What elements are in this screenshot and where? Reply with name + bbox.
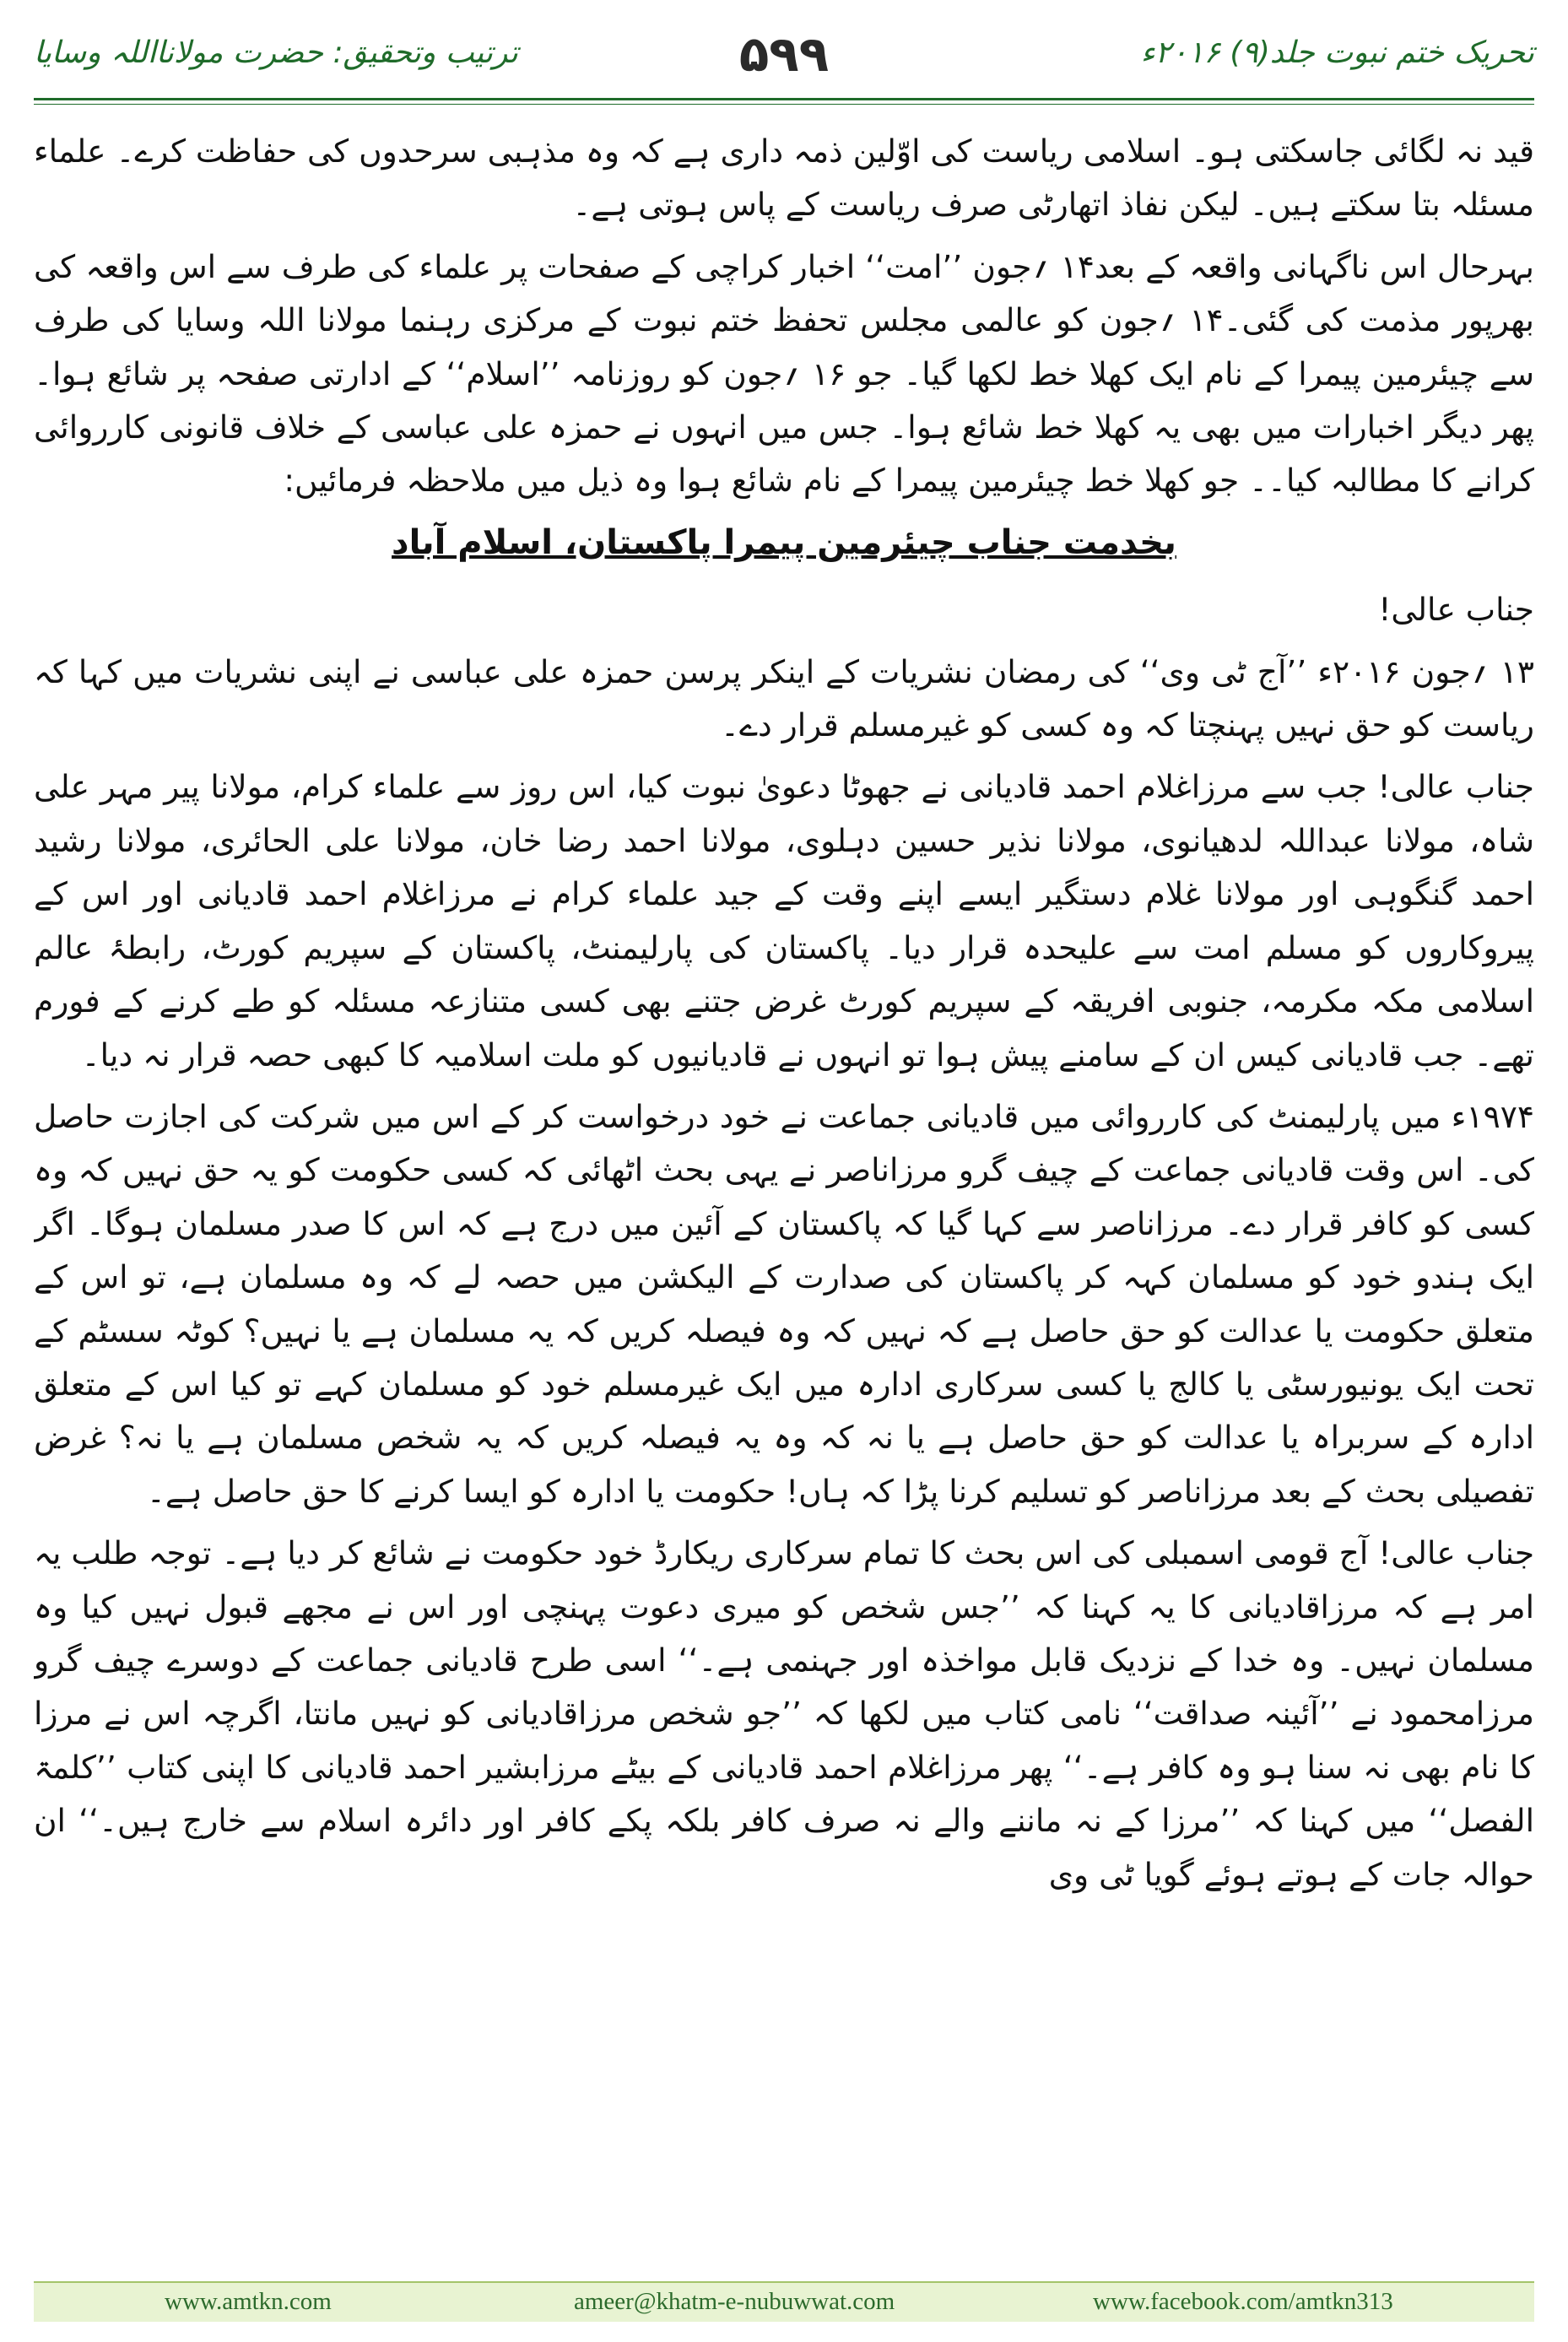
header-rule-thin — [34, 104, 1534, 105]
book-title: تحریک ختم نبوت جلد(۹) ۲۰۱۶ء — [1140, 35, 1534, 70]
page-header — [34, 25, 1534, 101]
footer-email-link[interactable]: ameer@khatm-e-nubuwwat.com — [574, 2288, 895, 2315]
page-footer — [34, 2281, 1534, 2322]
letter-paragraph: ۱۹۷۴ء میں پارلیمنٹ کی کارروائی میں قادیانی جماعت نے خود درخواست کر کے اس میں شرکت کی اجازت حاصل کی۔ اس وقت قادیانی جماعت کے چیف گرو مرزاناصر نے یہی بحث اٹھائی کہ کسی حکومت کو یہ حق نہیں کہ وہ کسی کو کافر قرار دے۔ مرزاناصر سے کہا گیا کہ پاکستان کے آئین میں درج ہے کہ اس کا صدر مسلمان ہوگا۔ اگر ایک ہندو خود کو مسلمان کہہ کر پاکستان کی صدارت کے الیکشن میں حصہ لے کہ وہ مسلمان ہے، تو اس کے متعلق حکومت یا عدالت کو حق حاصل ہے کہ نہیں کہ وہ فیصلہ کریں کہ یہ مسلمان ہے یا نہیں؟ کوٹہ سسٹم کے تحت ایک یونیورسٹی یا کالج یا کسی سرکاری ادارہ میں ایک غیرمسلم خود کو مسلمان کہے تو کیا اس کے متعلق ادارہ کے سربراہ یا عدالت کو حق حاصل ہے یا نہ کہ وہ یہ فیصلہ کریں کہ یہ شخص مسلمان ہے یا نہ؟ غرض تفصیلی بحث کے بعد مرزاناصر کو تسلیم کرنا پڑا کہ ہاں! حکومت یا ادارہ کو ایسا کرنے کا حق حاصل ہے۔ — [34, 1097, 1534, 1510]
salutation: جناب عالی! — [1378, 591, 1534, 629]
body-paragraph: قید نہ لگائی جاسکتی ہو۔ اسلامی ریاست کی اوّلین ذمہ داری ہے کہ وہ مذہبی سرحدوں کی حفاظت کرے۔ علماء مسئلہ بتا سکتے ہیں۔ لیکن نفاذ اتھارٹی صرف ریاست کے پاس ہوتی ہے۔ — [34, 133, 1534, 224]
header-rule — [34, 98, 1534, 100]
page-number: ۵۹۹ — [738, 25, 830, 83]
body-paragraph: بہرحال اس ناگہانی واقعہ کے بعد۱۴ ؍جون ’’امت‘‘ اخبار کراچی کے صفحات پر علماء کی طرف سے اس واقعہ کی بھرپور مذمت کی گئی۔۱۴ ؍جون کو عالمی مجلس تحفظ ختم نبوت کے مرکزی رہنما مولانا اللہ وسایا کی طرف سے چیئرمین پیمرا کے نام ایک کھلا خط لکھا گیا۔ جو ۱۶ ؍جون کو روزنامہ ’’اسلام‘‘ کے ادارتی صفحہ پر شائع ہوا۔ پھر دیگر اخبارات میں بھی یہ کھلا خط شائع ہوا۔ جس میں انہوں نے حمزہ علی عباسی کے خلاف قانونی کارروائی کرانے کا مطالبہ کیا۔۔ جو کھلا خط چیئرمین پیمرا کے نام شائع ہوا وہ ذیل میں ملاحظہ فرمائیں: — [34, 247, 1534, 500]
compiler-credit: ترتیب وتحقیق: حضرت مولانااللہ وسایا — [34, 35, 518, 70]
footer-facebook-link[interactable]: www.facebook.com/amtkn313 — [1093, 2288, 1393, 2315]
letter-paragraph: جناب عالی! آج قومی اسمبلی کی اس بحث کا تمام سرکاری ریکارڈ خود حکومت نے شائع کر دیا ہے۔ توجہ طلب یہ امر ہے کہ مرزاقادیانی کا یہ کہنا کہ ’’جس شخص کو میری دعوت پہنچی اور اس نے مجھے قبول نہیں کیا وہ مسلمان نہیں۔ وہ خدا کے نزدیک قابل مواخذہ اور جہنمی ہے۔‘‘ اسی طرح قادیانی جماعت کے دوسرے چیف گرو مرزامحمود نے ’’آئینہ صداقت‘‘ نامی کتاب میں لکھا کہ ’’جو شخص مرزاقادیانی کو نہیں مانتا، اگرچہ اس نے مرزا کا نام بھی نہ سنا ہو وہ کافر ہے۔‘‘ پھر مرزاغلام احمد قادیانی کے بیٹے مرزابشیر احمد قادیانی کا اپنی کتاب ’’کلمۃ الفصل‘‘ میں کہنا کہ ’’مرزا کے نہ ماننے والے نہ صرف کافر بلکہ پکے کافر اور دائرہ اسلام سے خارج ہیں۔‘‘ ان حوالہ جات کے ہوتے ہوئے گویا ٹی وی — [34, 1534, 1534, 1893]
letter-paragraph: جناب عالی! جب سے مرزاغلام احمد قادیانی نے جھوٹا دعویٰ نبوت کیا، اس روز سے علماء کرام، مولانا پیر مہر علی شاہ، مولانا عبداللہ لدھیانوی، مولانا نذیر حسین دہلوی، مولانا احمد رضا خان، مولانا علی الحائری، مولانا رشید احمد گنگوہی اور مولانا غلام دستگیر ایسے اپنے وقت کے جید علماء کرام نے مرزاغلام احمد قادیانی اور اس کے پیروکاروں کو مسلم امت سے علیحدہ قرار دیا۔ پاکستان کی پارلیمنٹ، پاکستان کے سپریم کورٹ، رابطۂ عالم اسلامی مکہ مکرمہ، جنوبی افریقہ کے سپریم کورٹ غرض جتنے بھی کسی متنازعہ مسئلہ کو طے کرنے کے فورم تھے۔ جب قادیانی کیس ان کے سامنے پیش ہوا تو انہوں نے قادیانیوں کو ملت اسلامیہ کا کبھی حصہ قرار نہ دیا۔ — [34, 768, 1534, 1074]
address-heading: بخدمت جناب چیئرمین پیمرا پاکستان، اسلام آباد — [392, 522, 1176, 562]
page-body — [34, 125, 1534, 2228]
footer-website-link[interactable]: www.amtkn.com — [165, 2288, 332, 2315]
letter-paragraph: ۱۳ ؍جون ۲۰۱۶ء ’’آج ٹی وی‘‘ کی رمضان نشریات کے اینکر پرسن حمزہ علی عباسی نے اپنی نشریات میں کہا کہ ریاست کو حق نہیں پہنچتا کہ وہ کسی کو غیرمسلم قرار دے۔ — [34, 652, 1534, 744]
